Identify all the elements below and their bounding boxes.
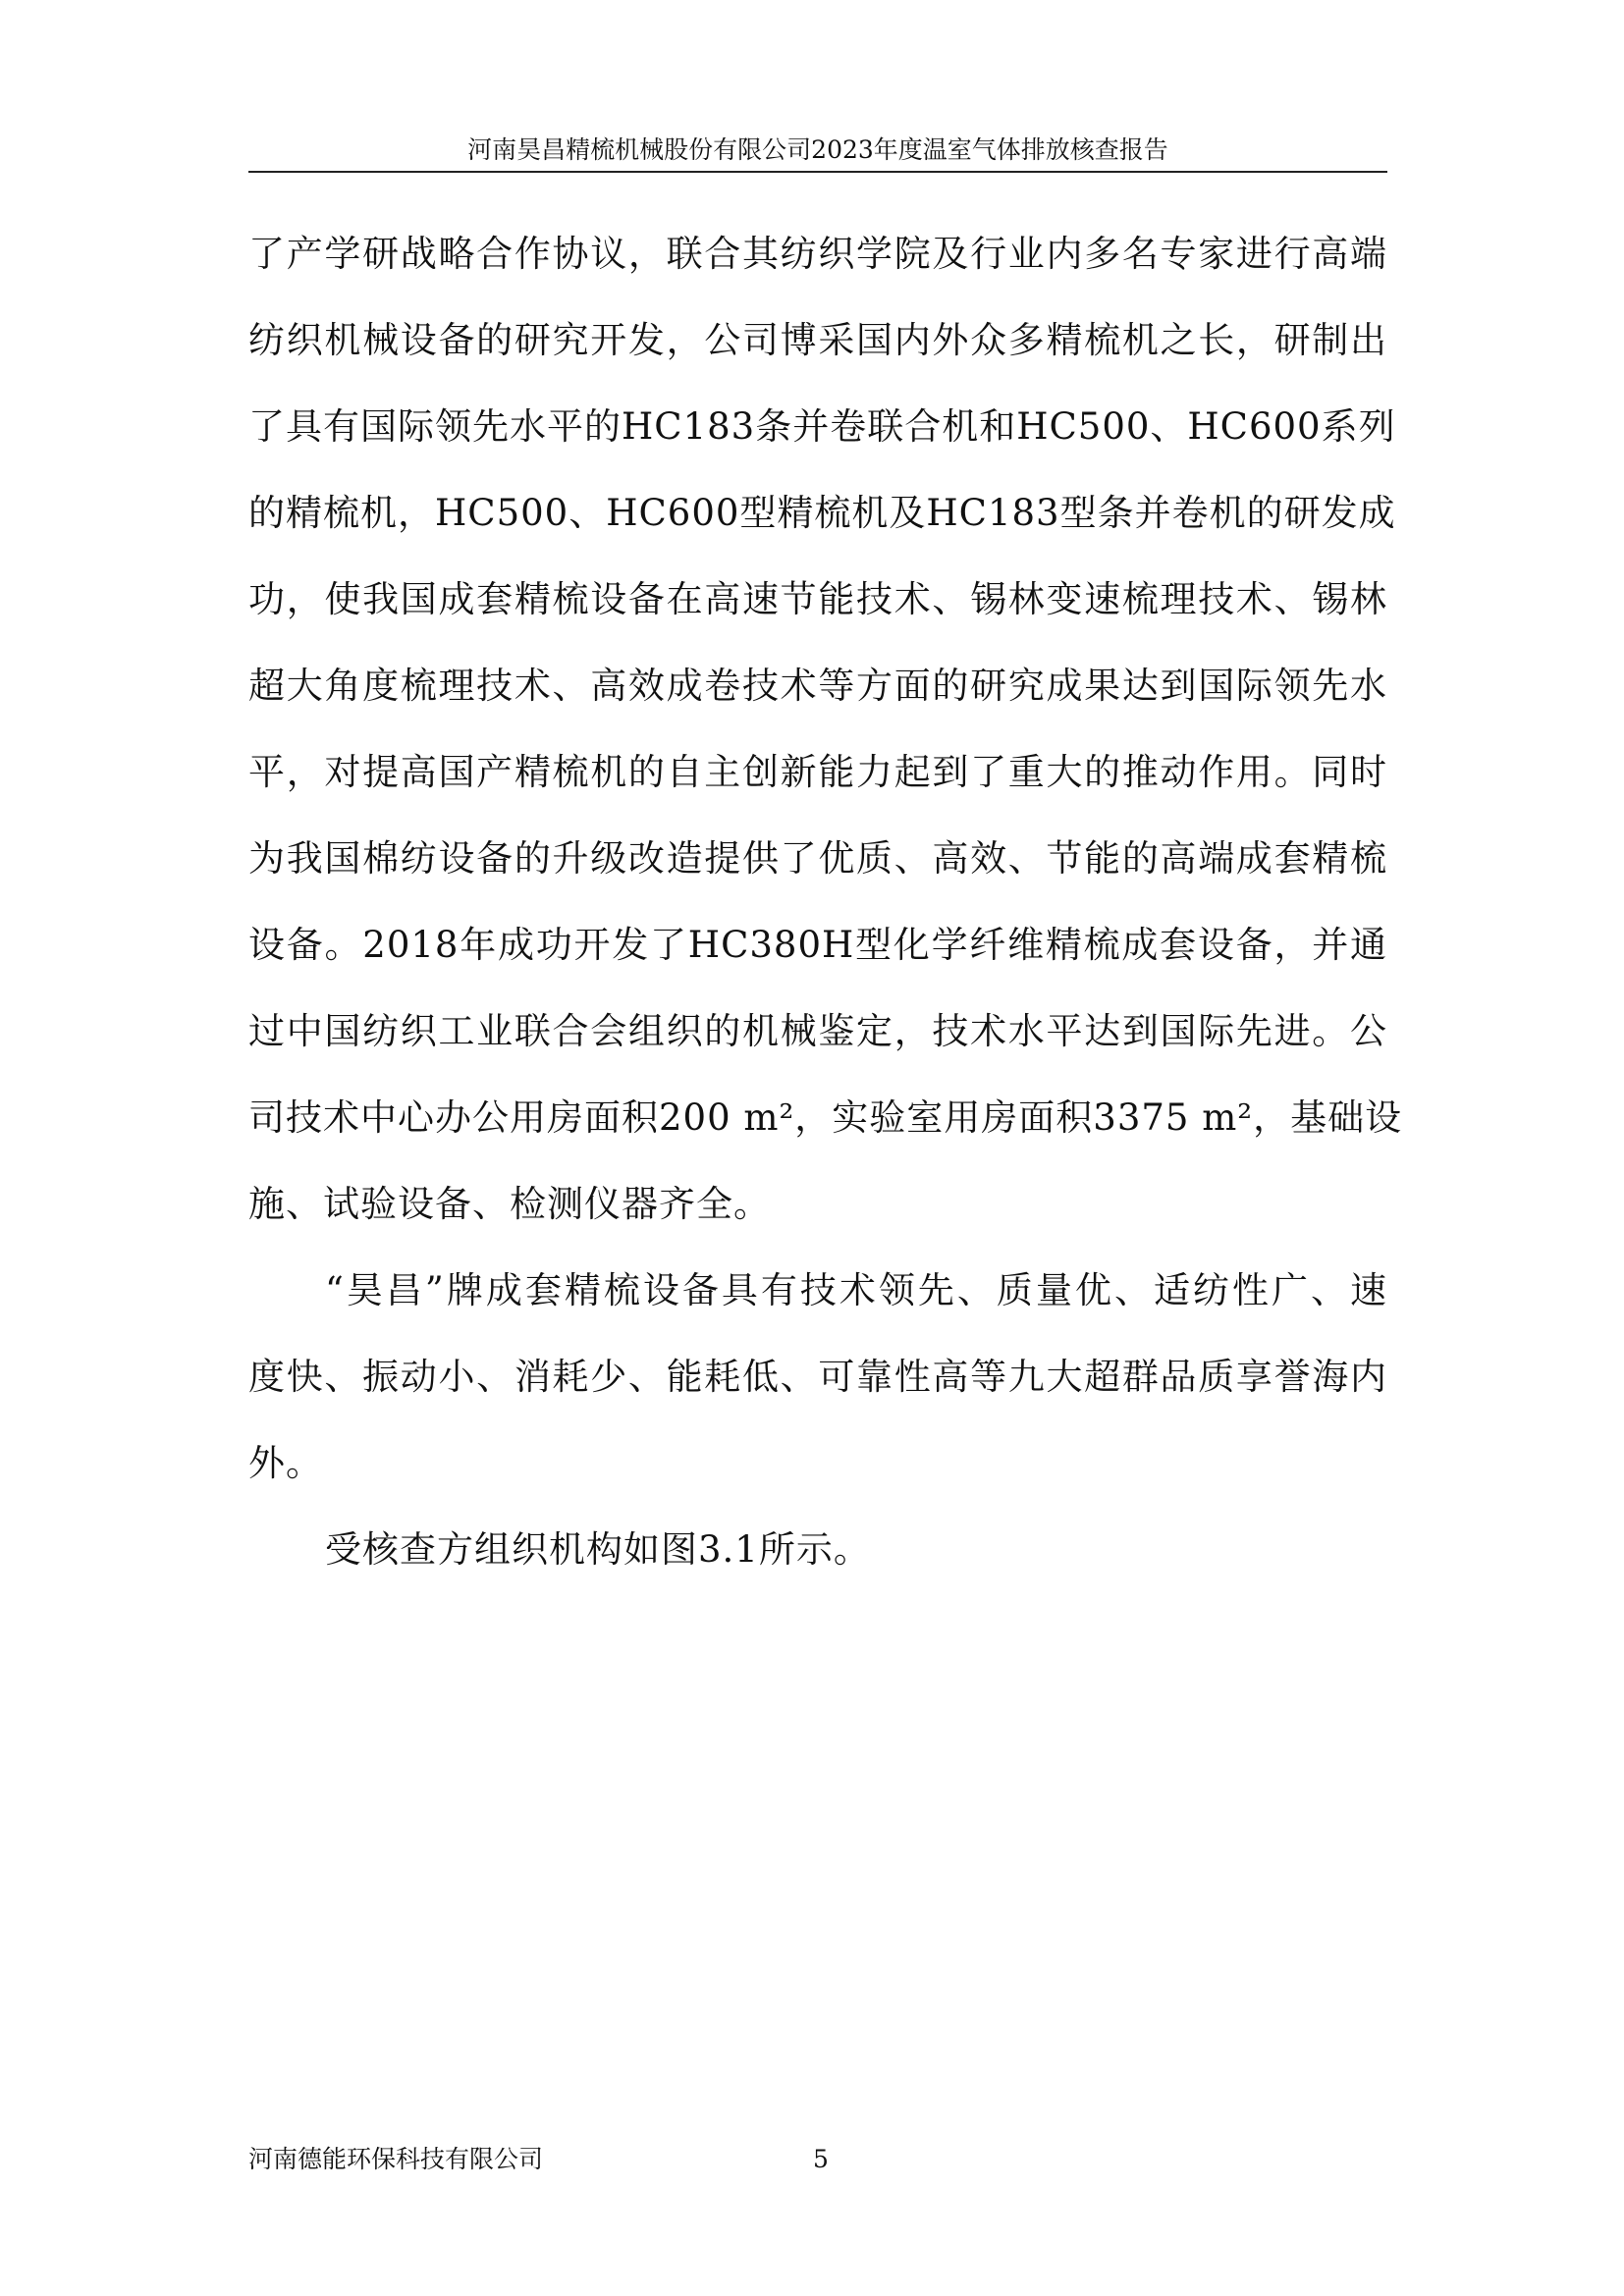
text-line: 外。 xyxy=(248,1442,323,1484)
footer-company: 河南德能环保科技有限公司 xyxy=(248,2145,544,2173)
text-line: 司技术中心办公用房面积200 m²，实验室用房面积3375 m²，基础设 xyxy=(248,1096,1403,1139)
paragraph-3 xyxy=(248,1507,1387,1593)
text-line: 受核查方组织机构如图3.1所示。 xyxy=(325,1528,871,1571)
page-header: 河南昊昌精梳机械股份有限公司2023年度温室气体排放核查报告 xyxy=(248,133,1387,173)
text-line: “昊昌”牌成套精梳设备具有技术领先、质量优、适纺性广、速 xyxy=(325,1269,1387,1311)
text-line: 超大角度梳理技术、高效成卷技术等方面的研究成果达到国际领先水 xyxy=(248,665,1387,707)
paragraph-2 xyxy=(248,1248,1387,1507)
text-line: 为我国棉纺设备的升级改造提供了优质、高效、节能的高端成套精梳 xyxy=(248,837,1387,880)
text-line: 施、试验设备、检测仪器齐全。 xyxy=(248,1183,771,1225)
page-number: 5 xyxy=(813,2145,829,2173)
text-line: 平，对提高国产精梳机的自主创新能力起到了重大的推动作用。同时 xyxy=(248,751,1387,793)
text-line: 度快、振动小、消耗少、能耗低、可靠性高等九大超群品质享誉海内 xyxy=(248,1356,1387,1398)
paragraph-1 xyxy=(248,211,1403,1248)
text-line: 功，使我国成套精梳设备在高速节能技术、锡林变速梳理技术、锡林 xyxy=(248,578,1387,620)
document-body xyxy=(248,211,1403,1593)
text-line: 设备。2018年成功开发了HC380H型化学纤维精梳成套设备，并通 xyxy=(248,924,1387,966)
text-line: 纺织机械设备的研究开发，公司博采国内外众多精梳机之长，研制出 xyxy=(248,319,1387,361)
page-footer xyxy=(248,2143,1387,2182)
text-line: 过中国纺织工业联合会组织的机械鉴定，技术水平达到国际先进。公 xyxy=(248,1010,1387,1052)
text-line: 了产学研战略合作协议，联合其纺织学院及行业内多名专家进行高端 xyxy=(248,233,1387,275)
text-line: 的精梳机，HC500、HC600型精梳机及HC183型条并卷机的研发成 xyxy=(248,492,1396,534)
text-line: 了具有国际领先水平的HC183条并卷联合机和HC500、HC600系列 xyxy=(248,405,1396,448)
